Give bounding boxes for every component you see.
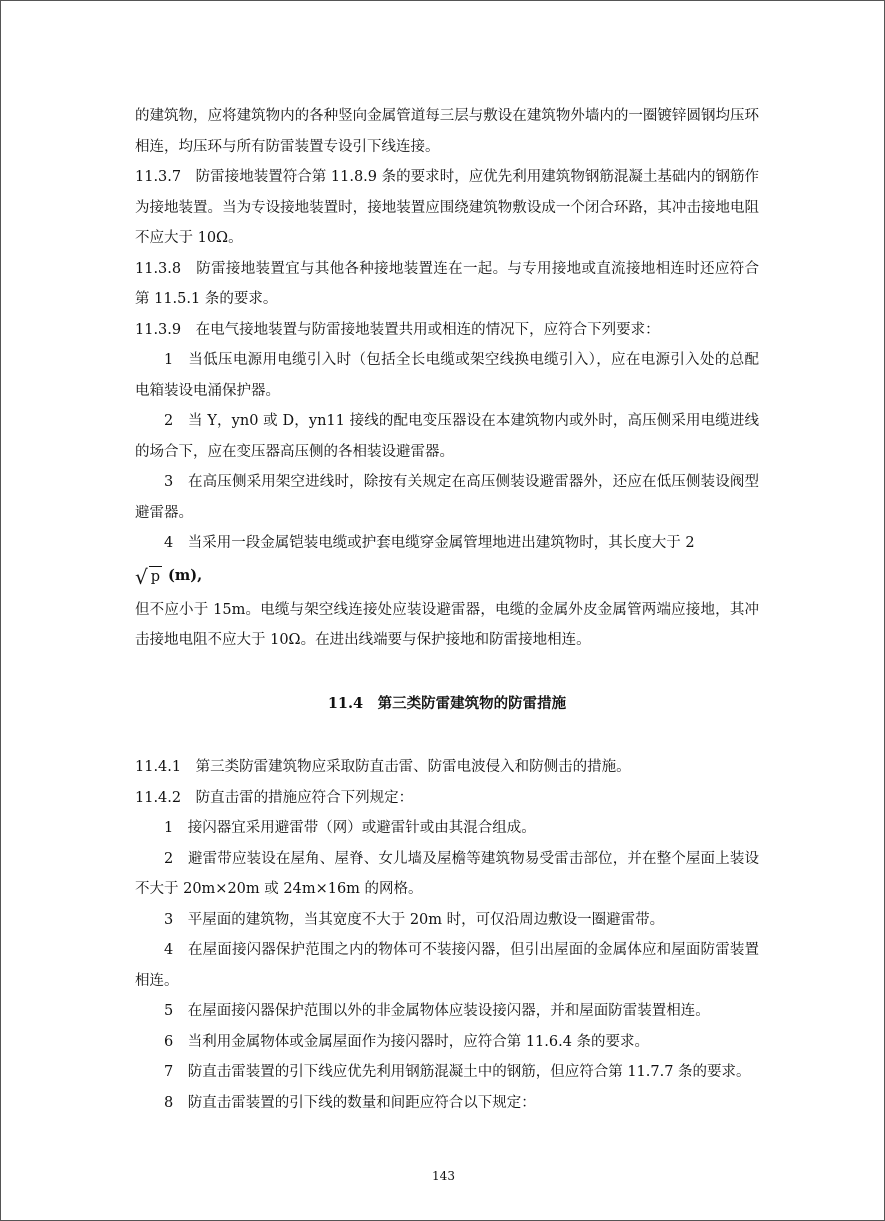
clause-11-4-2-item-2: 2 避雷带应装设在屋角、屋脊、女儿墙及屋檐等建筑物易受雷击部位，并在整个屋面上装设不大于 20m×20m 或 24m×16m 的网格。 xyxy=(135,850,759,897)
formula-unit: (m), xyxy=(168,567,203,585)
clause-11-3-9-item-4-continuation: 但不应小于 15m。电缆与架空线连接处应装设避雷器，电缆的金属外皮金属管两端应接地，其冲击接地电阻不应大于 10Ω。在进出线端要与保护接地和防雷接地相连。 xyxy=(135,601,759,648)
clause-11-4-2-item-6: 6 当利用金属物体或金属屋面作为接闪器时，应符合第 11.6.4 条的要求。 xyxy=(164,1033,650,1050)
clause-11-3-9: 11.3.9 在电气接地装置与防雷接地装置共用或相连的情况下，应符合下列要求： xyxy=(135,321,660,338)
sqrt-argument: p xyxy=(149,566,162,587)
sqrt-symbol: √ xyxy=(135,564,148,589)
clause-11-4-1: 11.4.1 第三类防雷建筑物应采取防直击雷、防雷电波侵入和防侧击的措施。 xyxy=(135,759,631,775)
clause-11-3-7: 11.3.7 防雷接地装置符合第 11.8.9 条的要求时，应优先利用建筑物钢筋混凝土基础内的钢筋作为接地装置。当为专设接地装置时，接地装置应围绕建筑物敷设成一个闭合环路，其冲击接地电阻不应大于 10Ω。 xyxy=(135,169,759,246)
clause-11-4-2-item-1: 1 接闪器宜采用避雷带（网）或避雷针或由其混合组成。 xyxy=(164,820,536,836)
page-number: 143 xyxy=(432,1169,455,1183)
clause-11-3-9-item-3: 3 在高压侧采用架空进线时，除按有关规定在高压侧装设避雷器外，还应在低压侧装设阀型避雷器。 xyxy=(135,474,759,521)
clause-11-4-2: 11.4.2 防直击雷的措施应符合下列规定： xyxy=(135,789,414,806)
sqrt-formula xyxy=(135,559,759,595)
clause-11-3-9-item-4: 4 当采用一段金属铠装电缆或护套电缆穿金属管埋地进出建筑物时，其长度大于 2 xyxy=(164,535,695,551)
clause-11-3-9-item-1: 1 当低压电源用电缆引入时（包括全长电缆或架空线换电缆引入），应在电源引入处的总配电箱装设电涌保护器。 xyxy=(135,352,759,399)
clause-11-4-2-item-5: 5 在屋面接闪器保护范围以外的非金属物体应装设接闪器，并和屋面防雷装置相连。 xyxy=(164,1003,710,1019)
clause-11-3-9-item-2: 2 当 Y，yn0 或 D，yn11 接线的配电变压器设在本建筑物内或外时，高压侧采用电缆进线的场合下，应在变压器高压侧的各相装设避雷器。 xyxy=(135,413,759,460)
page-body xyxy=(135,101,759,1118)
clause-11-4-2-item-3: 3 平屋面的建筑物，当其宽度不大于 20m 时，可仅沿周边敷设一圈避雷带。 xyxy=(164,911,665,928)
paragraph-continuation: 的建筑物，应将建筑物内的各种竖向金属管道每三层与敷设在建筑物外墙内的一圈镀锌圆钢均压环相连，均压环与所有防雷装置专设引下线连接。 xyxy=(135,108,759,155)
clause-11-4-2-item-7: 7 防直击雷装置的引下线应优先利用钢筋混凝土中的钢筋，但应符合第 11.7.7 条的要求。 xyxy=(164,1064,751,1080)
clause-11-4-2-item-4: 4 在屋面接闪器保护范围之内的物体可不装接闪器，但引出屋面的金属体应和屋面防雷装置相连。 xyxy=(135,942,759,989)
section-heading: 11.4 第三类防雷建筑物的防雷措施 xyxy=(327,694,567,712)
clause-11-3-8: 11.3.8 防雷接地装置宜与其他各种接地装置连在一起。与专用接地或直流接地相连时还应符合第 11.5.1 条的要求。 xyxy=(135,260,759,307)
clause-11-4-2-item-8: 8 防直击雷装置的引下线的数量和间距应符合以下规定： xyxy=(164,1094,536,1111)
